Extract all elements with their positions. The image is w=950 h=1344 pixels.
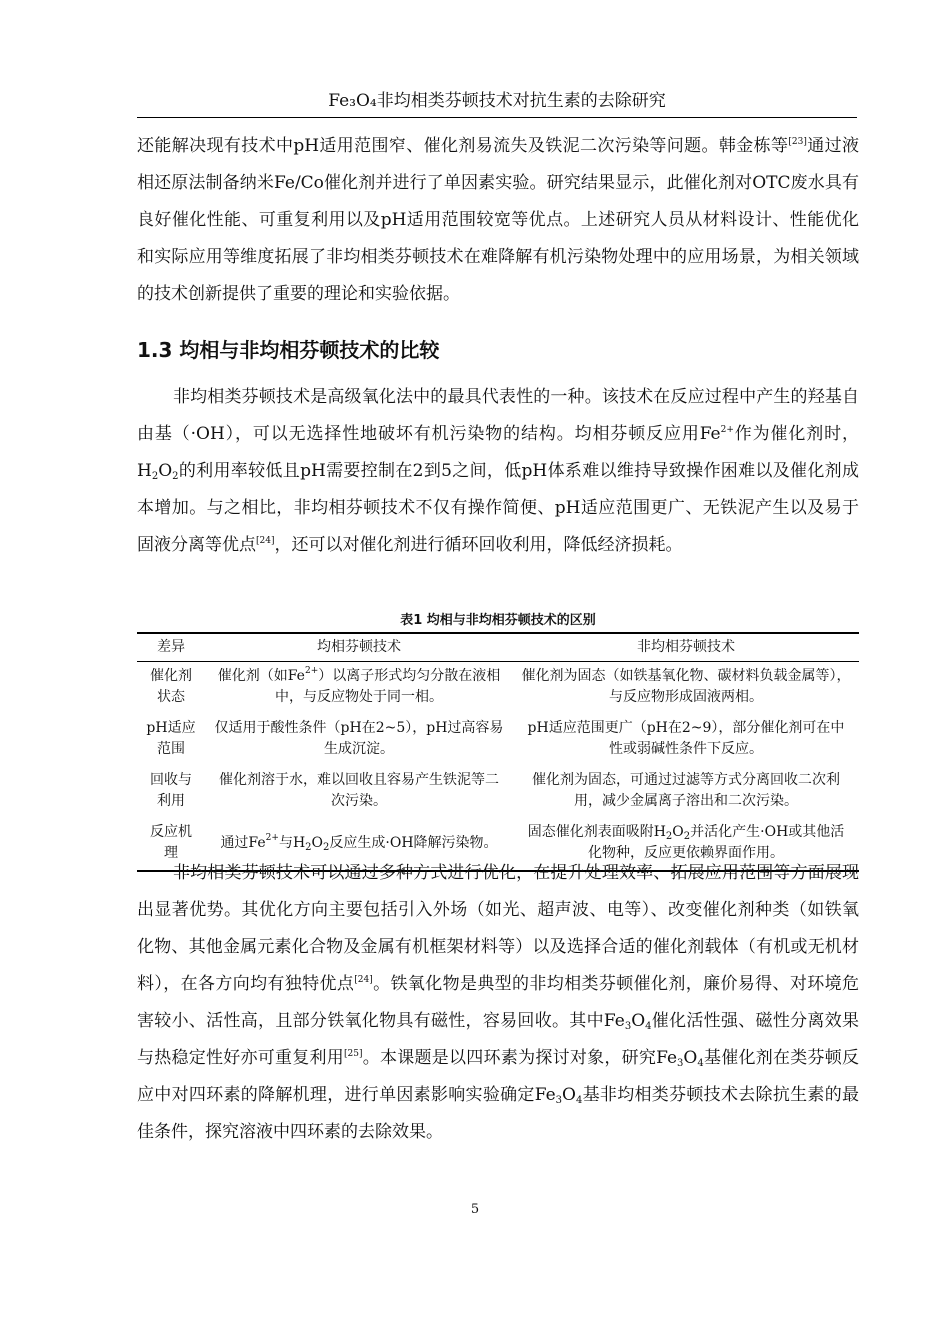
subscript: 4 xyxy=(645,1021,652,1032)
table-row xyxy=(137,766,859,818)
comparison-table xyxy=(137,632,859,872)
text: 作为催化剂时，H xyxy=(137,424,860,481)
table-cell-aspect: 回收与利用 xyxy=(150,772,192,809)
superscript: 2+ xyxy=(265,832,279,843)
text: 基催化剂在类芬顿反应中对四环素的降解机理，进行单因素影响实验确定Fe xyxy=(137,1048,860,1105)
text: 还能解决现有技术中pH适用范围窄、催化剂易流失及铁泥二次污染等问题。韩金栋等 xyxy=(137,136,789,156)
text: 固态催化剂表面吸附H xyxy=(527,824,666,840)
text: 非均相类芬顿技术是高级氧化法中的最具代表性的一种。该技术在反应过程中产生的羟基自由基（·OH），可以无选择性地破坏有机污染物的结构。均相芬顿反应用Fe xyxy=(137,387,859,444)
text: 基非均相类芬顿技术去除抗生素的最佳条件，探究溶液中四环素的去除效果。 xyxy=(137,1085,859,1142)
citation: [23] xyxy=(788,137,807,147)
text: 通过液相还原法制备纳米Fe/Co催化剂并进行了单因素实验。研究结果显示，此催化剂对OTC废水具有良好催化性能、可重复利用以及pH适用范围较宽等优点。上述研究人员从材料设计、性能优化和实际应用等维度拓展了非均相类芬顿技术在难降解有机污染物处理中的应用场景，为相关领域的技术创新提供了重要的理论和实验依据。 xyxy=(137,136,860,304)
superscript: 2+ xyxy=(304,666,319,676)
table-cell-homogeneous: 催化剂溶于水，难以回收且容易产生铁泥等二次污染。 xyxy=(219,772,499,809)
text: O xyxy=(562,1085,576,1105)
table-cell-aspect: pH适应范围 xyxy=(146,720,196,757)
text: 非均相类芬顿技术可以通过多种方式进行优化，在提升处理效率、拓展应用范围等方面展现出显著优势。其优化方向主要包括引入外场（如光、超声波、电等）、改变催化剂种类（如铁氧化物、其他金属元素化合物及金属有机框架材料等）以及选择合适的催化剂载体（有机或无机材料），在各方向均有独特优点 xyxy=(137,863,859,994)
text: 通过Fe xyxy=(220,834,266,851)
subscript: 2 xyxy=(683,831,691,842)
text: O xyxy=(311,834,324,851)
section-heading: 1.3 均相与非均相芬顿技术的比较 xyxy=(137,338,440,362)
text: 与H xyxy=(278,834,306,851)
table-header-cell: 差异 xyxy=(137,633,205,662)
subscript: 4 xyxy=(575,1095,583,1106)
text: O xyxy=(158,461,173,481)
paragraph-2 xyxy=(137,379,859,564)
subscript: 3 xyxy=(624,1021,632,1032)
table-cell-aspect: 催化剂状态 xyxy=(150,668,192,705)
table-header-cell: 均相芬顿技术 xyxy=(205,633,513,662)
page-number: 5 xyxy=(470,1202,480,1217)
text: O xyxy=(683,1048,698,1068)
text: 并活化产生·OH或其他活化物种，反应更依赖界面作用。 xyxy=(588,824,845,861)
subscript: 3 xyxy=(677,1058,684,1069)
subscript: 2 xyxy=(665,831,673,842)
subscript: 2 xyxy=(323,841,330,853)
citation: [24] xyxy=(256,536,275,546)
citation: [25] xyxy=(344,1049,363,1059)
table-caption: 表1 均相与非均相芬顿技术的区别 xyxy=(400,613,596,628)
paragraph-1 xyxy=(137,128,859,313)
paragraph-3 xyxy=(137,855,859,1151)
table-row xyxy=(137,662,859,715)
text: 催化活性强、磁性分离效果与热稳定性好亦可重复利用 xyxy=(137,1011,859,1068)
text: 。本课题是以四环素为探讨对象，研究Fe xyxy=(362,1048,678,1068)
table-cell-aspect: 反应机理 xyxy=(137,818,205,871)
subscript: 2 xyxy=(151,471,159,482)
table-cell-homogeneous xyxy=(205,662,513,715)
superscript: 2+ xyxy=(720,425,734,435)
table-cell-homogeneous: 仅适用于酸性条件（pH在2~5），pH过高容易生成沉淀。 xyxy=(214,720,504,757)
text: 的利用率较低且pH需要控制在2到5之间，低pH体系难以维持导致操作困难以及催化剂成本增加。与之相比，非均相芬顿技术不仅有操作简便、pH适应范围更广、无铁泥产生以及易于固液分离等优点 xyxy=(137,461,859,555)
subscript: 4 xyxy=(697,1058,704,1069)
table-cell-heterogeneous: 催化剂为固态，可通过过滤等方式分离回收二次利用，减少金属离子溶出和二次污染。 xyxy=(532,772,840,809)
subscript: 2 xyxy=(172,471,179,482)
citation: [24] xyxy=(354,975,373,985)
text: 。铁氧化物是典型的非均相类芬顿催化剂，廉价易得、对环境危害较小、活性高，且部分铁氧化物具有磁性，容易回收。其中Fe xyxy=(137,974,860,1031)
table-header-row xyxy=(137,633,859,662)
table-header-cell: 非均相芬顿技术 xyxy=(513,633,859,662)
text: 反应生成·OH降解污染物。 xyxy=(329,834,498,851)
running-header: Fe₃O₄非均相类芬顿技术对抗生素的去除研究 xyxy=(137,86,857,118)
table-cell-heterogeneous: 催化剂为固态（如铁基氧化物、碳材料负载金属等），与反应物形成固液两相。 xyxy=(521,668,851,705)
table-cell-heterogeneous: pH适应范围更广（pH在2~9），部分催化剂可在中性或弱碱性条件下反应。 xyxy=(527,720,845,757)
subscript: 3 xyxy=(555,1095,563,1106)
text: ，还可以对催化剂进行循环回收利用，降低经济损耗。 xyxy=(274,535,683,555)
table-row xyxy=(137,714,859,766)
text: 催化剂（如Fe xyxy=(217,668,305,684)
text: ）以离子形式均匀分散在液相中，与反应物处于同一相。 xyxy=(275,668,501,705)
subscript: 2 xyxy=(305,841,312,853)
text: O xyxy=(672,824,684,840)
text: O xyxy=(631,1011,646,1031)
